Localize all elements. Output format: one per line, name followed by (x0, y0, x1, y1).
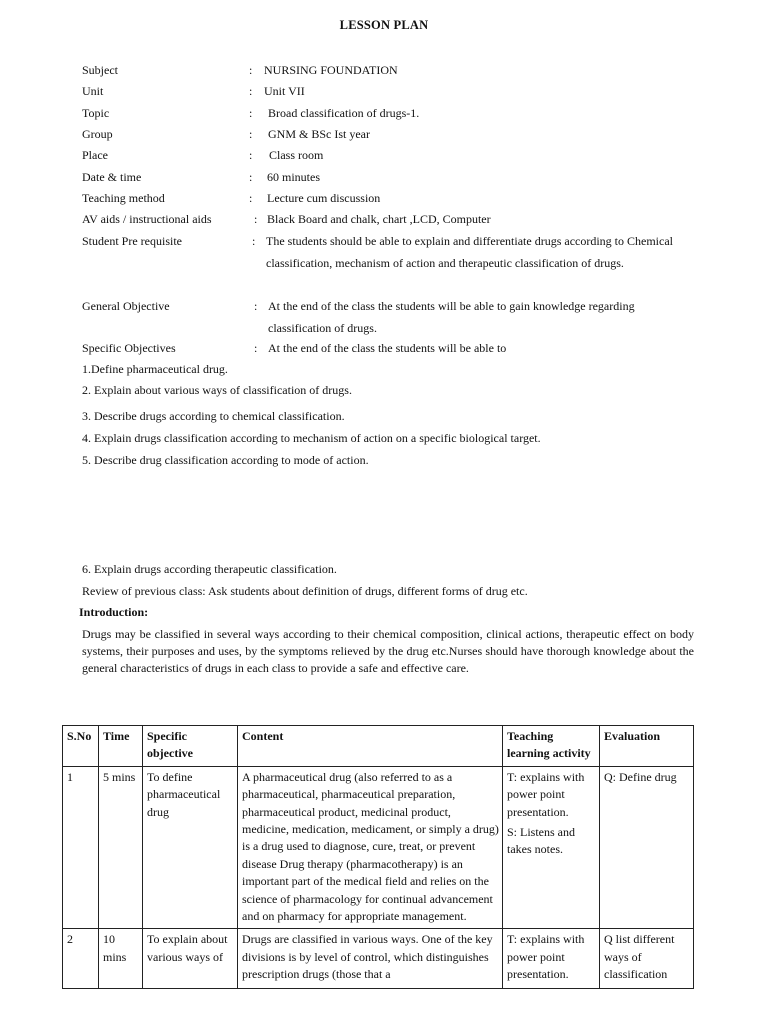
cell-content: Drugs are classified in various ways. One of the key divisions is by level of control, which distinguishes prescription drugs (those that a (238, 929, 503, 989)
table-row (63, 929, 694, 989)
meta-colon: : (249, 191, 253, 205)
meta-value: At the end of the class the students will be able to gain knowledge regarding classification of drugs. (268, 299, 635, 335)
meta-value: GNM & BSc Ist year (268, 127, 370, 141)
meta-key: Group (82, 127, 113, 141)
meta-colon: : (252, 234, 256, 248)
header-specific-objective: Specific objective (143, 726, 238, 767)
meta-key: AV aids / instructional aids (82, 212, 212, 226)
objective-item: 4. Explain drugs classification according to mechanism of action on a specific biological target. (82, 431, 541, 445)
objective-item: 2. Explain about various ways of classification of drugs. (82, 383, 352, 397)
header-sno: S.No (63, 726, 99, 767)
meta-key: Unit (82, 84, 104, 98)
meta-key: General Objective (82, 299, 170, 313)
cell-evaluation: Q: Define drug (600, 766, 694, 929)
meta-key: Date & time (82, 170, 142, 184)
meta-value: 60 minutes (267, 170, 320, 184)
cell-sno: 1 (63, 766, 99, 929)
meta-colon: : (254, 299, 258, 313)
table-row (63, 766, 694, 929)
header-time: Time (99, 726, 143, 767)
meta-colon: : (249, 106, 253, 120)
cell-time: 5 mins (99, 766, 143, 929)
cell-sno: 2 (63, 929, 99, 989)
meta-value: NURSING FOUNDATION (264, 63, 398, 77)
meta-value: The students should be able to explain and differentiate drugs according to Chemical classification, mechanism of action and therapeutic classification of drugs. (266, 234, 673, 270)
meta-colon: : (249, 84, 253, 98)
header-content: Content (238, 726, 503, 767)
activity-teacher: T: explains with power point presentation. (507, 932, 585, 982)
cell-evaluation: Q list different ways of classification (600, 929, 694, 989)
header-evaluation: Evaluation (600, 726, 694, 767)
meta-colon: : (249, 170, 253, 184)
cell-content: A pharmaceutical drug (also referred to as a pharmaceutical, pharmaceutical preparation, pharmaceutical product, medicinal product, medicine, medication, medicament, or simply a drug) is a drug used to diagnose, cure, treat, or prevent disease Drug therapy (pharmacotherapy) is an important part of the medical field and relies on the science of pharmacology for continual advancement and on pharmacy for appropriate management. (238, 766, 503, 929)
meta-key: Place (82, 148, 108, 162)
meta-value: Broad classification of drugs-1. (268, 106, 420, 120)
header-teaching-activity: Teaching learning activity (503, 726, 600, 767)
cell-objective: To define pharmaceutical drug (143, 766, 238, 929)
meta-value: At the end of the class the students will be able to (268, 341, 507, 355)
objective-item: 6. Explain drugs according therapeutic classification. (82, 562, 337, 576)
objective-item: 1.Define pharmaceutical drug. (82, 362, 228, 376)
meta-value: Black Board and chalk, chart ,LCD, Computer (267, 212, 491, 226)
cell-time: 10 mins (99, 929, 143, 989)
meta-key: Topic (82, 106, 110, 120)
meta-colon: : (249, 127, 253, 141)
meta-value: Unit VII (264, 84, 305, 98)
introduction-text: Drugs may be classified in several ways according to their chemical composition, clinical actions, therapeutic effect on body systems, their purposes and uses, by the symptoms relieved by the drug etc.Nurses should have thorough knowledge about the general characteristics of drugs in each class to provide a safe and effective care. (82, 627, 694, 675)
meta-key: Specific Objectives (82, 341, 176, 355)
meta-colon: : (254, 212, 258, 226)
cell-objective: To explain about various ways of (143, 929, 238, 989)
meta-key: Subject (82, 63, 118, 77)
review-line: Review of previous class: Ask students about definition of drugs, different forms of drug etc. (82, 584, 528, 598)
objective-item: 3. Describe drugs according to chemical classification. (82, 409, 345, 423)
table-header-row (63, 726, 694, 767)
meta-key: Student Pre requisite (82, 234, 182, 248)
activity-teacher: T: explains with power point presentation. (507, 769, 585, 819)
cell-activity (503, 929, 600, 989)
meta-value: Lecture cum discussion (267, 191, 381, 205)
meta-key: Teaching method (82, 191, 165, 205)
meta-colon: : (249, 63, 253, 77)
meta-colon: : (254, 341, 258, 355)
meta-colon: : (249, 148, 253, 162)
lesson-table (62, 725, 694, 989)
objective-item: 5. Describe drug classification according to mode of action. (82, 453, 369, 467)
meta-value: Class room (269, 148, 324, 162)
cell-activity (503, 766, 600, 929)
page-title: LESSON PLAN (339, 18, 429, 32)
introduction-heading: Introduction: (79, 605, 149, 619)
activity-student: S: Listens and takes notes. (507, 825, 575, 857)
